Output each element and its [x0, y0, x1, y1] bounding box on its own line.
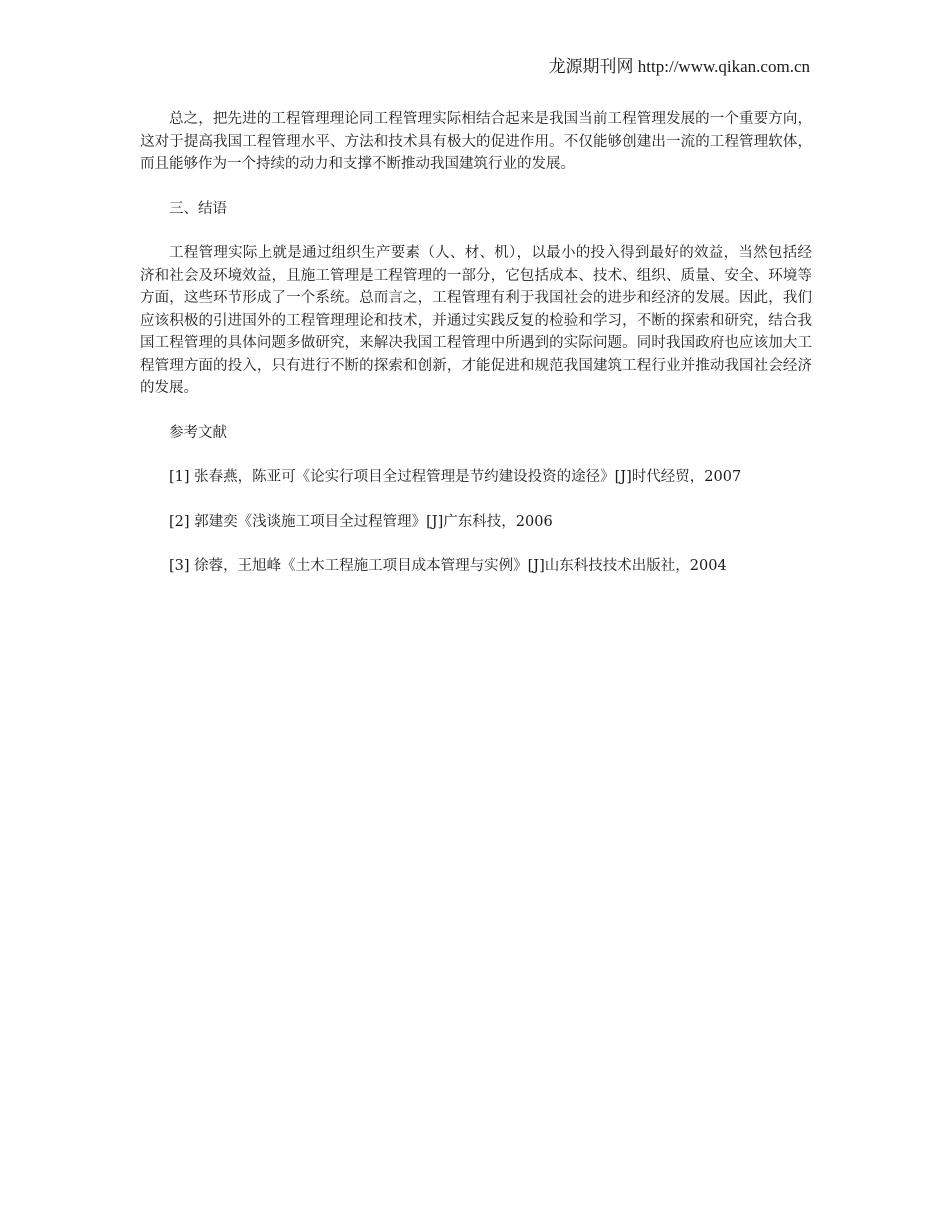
paragraph-conclusion: 工程管理实际上就是通过组织生产要素（人、材、机），以最小的投入得到最好的效益，当然包括经济和社会及环境效益，且施工管理是工程管理的一部分，它包括成本、技术、组织、质量、安全、环境等方面，这些环节形成了一个系统。总而言之，工程管理有利于我国社会的进步和经济的发展。因此，我们应该积极的引进国外的工程管理理论和技术，并通过实践反复的检验和学习，不断的探索和研究，结合我国工程管理的具体问题多做研究，来解决我国工程管理中所遇到的实际问题。同时我国政府也应该加大工程管理方面的投入，只有进行不断的探索和创新，才能促进和规范我国建筑工程行业并推动我国社会经济的发展。: [140, 245, 812, 396]
reference-item-3: [3] 徐蓉，王旭峰《土木工程施工项目成本管理与实例》[J]山东科技技术出版社，2004: [169, 558, 727, 574]
section-heading: 三、结语: [169, 200, 227, 217]
document-body: [140, 108, 812, 600]
reference-item-1: [1] 张春燕，陈亚可《论实行项目全过程管理是节约建设投资的途径》[J]时代经贸，2007: [169, 469, 742, 485]
references-heading: 参考文献: [169, 424, 227, 441]
page-header-site-name: 龙源期刊网 http://www.qikan.com.cn: [548, 57, 810, 76]
reference-item-2: [2] 郭建奕《浅谈施工项目全过程管理》[J]广东科技，2006: [169, 513, 553, 530]
paragraph-conclusion-summary: 总之，把先进的工程管理理论同工程管理实际相结合起来是我国当前工程管理发展的一个重要方向，这对于提高我国工程管理水平、方法和技术具有极大的促进作用。不仅能够创建出一流的工程管理软体，而且能够作为一个持续的动力和支撑不断推动我国建筑行业的发展。: [140, 111, 812, 172]
